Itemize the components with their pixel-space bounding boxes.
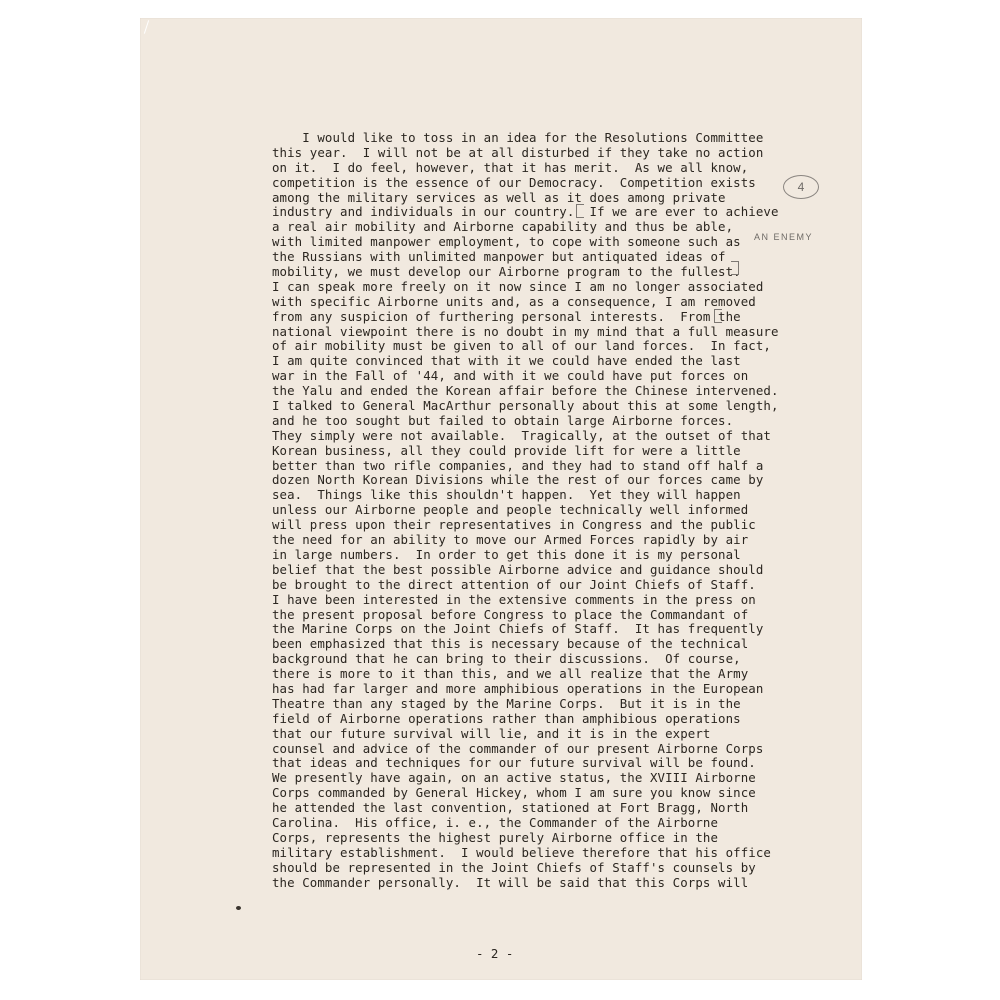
text-line: Corps commanded by General Hickey, whom I am sure you know since: [272, 785, 756, 801]
text-line: should be represented in the Joint Chiefs of Staff's counsels by: [272, 859, 756, 875]
text-line: there is more to it than this, and we all realize that the Army: [272, 666, 749, 682]
text-line: counsel and advice of the commander of our present Airborne Corps: [272, 740, 764, 756]
pencil-bracket-close: [731, 261, 739, 275]
text-line: in large numbers. In order to get this done it is my personal: [272, 546, 741, 562]
margin-note-annotation: AN ENEMY: [754, 232, 814, 242]
pencil-bracket-open: [714, 309, 722, 323]
text-line: the Russians with unlimited manpower but antiquated ideas of: [272, 249, 726, 265]
text-line: unless our Airborne people and people technically well informed: [272, 502, 749, 518]
text-line: from any suspicion of furthering personal interests. From the: [272, 308, 741, 324]
text-line: dozen North Korean Divisions while the rest of our forces came by: [272, 472, 764, 488]
text-line: that ideas and techniques for our future survival will be found.: [272, 755, 756, 771]
text-line: Korean business, all they could provide lift for were a little: [272, 442, 741, 458]
text-line: the Yalu and ended the Korean affair before the Chinese intervened.: [272, 383, 779, 399]
circled-number-annotation: [783, 175, 819, 199]
circled-number-text: 4: [797, 180, 805, 194]
text-line: that our future survival will lie, and it is in the expert: [272, 725, 711, 741]
text-line: been emphasized that this is necessary because of the technical: [272, 636, 749, 652]
text-line: has had far larger and more amphibious operations in the European: [272, 680, 764, 696]
ink-spot: [236, 906, 241, 910]
text-line: with specific Airborne units and, as a consequence, I am removed: [272, 293, 756, 309]
text-line: I am quite convinced that with it we could have ended the last: [272, 353, 741, 369]
text-line: I talked to General MacArthur personally about this at some length,: [272, 398, 779, 414]
text-line: the present proposal before Congress to place the Commandant of: [272, 606, 749, 622]
text-line: better than two rifle companies, and they had to stand off half a: [272, 457, 764, 473]
letter-body: [272, 131, 832, 890]
text-line: Corps, represents the highest purely Airborne office in the: [272, 829, 719, 845]
document-page: [140, 18, 862, 980]
text-line: war in the Fall of '44, and with it we could have put forces on: [272, 368, 749, 384]
text-line: competition is the essence of our Democracy. Competition exists: [272, 174, 756, 190]
text-line: will press upon their representatives in Congress and the public: [272, 517, 756, 533]
text-line: military establishment. I would believe therefore that his office: [272, 844, 771, 860]
text-line: background that he can bring to their discussions. Of course,: [272, 651, 741, 667]
text-line: I have been interested in the extensive comments in the press on: [272, 591, 756, 607]
text-line: I can speak more freely on it now since I am no longer associated: [272, 278, 764, 294]
text-line: industry and individuals in our country. If we are ever to achieve: [272, 204, 779, 220]
text-line: Theatre than any staged by the Marine Corps. But it is in the: [272, 695, 741, 711]
text-line: among the military services as well as it does among private: [272, 189, 726, 205]
text-line: field of Airborne operations rather than amphibious operations: [272, 710, 741, 726]
text-line: of air mobility must be given to all of our land forces. In fact,: [272, 338, 771, 354]
text-line: sea. Things like this shouldn't happen. Yet they will happen: [272, 487, 741, 503]
text-line: national viewpoint there is no doubt in my mind that a full measure: [272, 323, 779, 339]
text-line: he attended the last convention, stationed at Fort Bragg, North: [272, 800, 749, 816]
text-line: Carolina. His office, i. e., the Commander of the Airborne: [272, 814, 719, 830]
text-line: be brought to the direct attention of our Joint Chiefs of Staff.: [272, 576, 756, 592]
text-line: mobility, we must develop our Airborne program to the fullest.: [272, 264, 741, 280]
text-line: They simply were not available. Tragically, at the outset of that: [272, 427, 771, 443]
text-line: this year. I will not be at all disturbed if they take no action: [272, 144, 764, 160]
text-line: on it. I do feel, however, that it has merit. As we all know,: [272, 159, 749, 175]
text-line: belief that the best possible Airborne advice and guidance should: [272, 561, 764, 577]
text-line: the Commander personally. It will be said that this Corps will: [272, 874, 749, 890]
text-line: the need for an ability to move our Armed Forces rapidly by air: [272, 532, 749, 548]
text-line: I would like to toss in an idea for the Resolutions Committee: [272, 130, 764, 145]
text-line: and he too sought but failed to obtain large Airborne forces.: [272, 412, 734, 428]
text-line: the Marine Corps on the Joint Chiefs of Staff. It has frequently: [272, 621, 764, 637]
text-line: We presently have again, on an active status, the XVIII Airborne: [272, 770, 756, 786]
text-line: with limited manpower employment, to cope with someone such as: [272, 234, 741, 250]
text-line: a real air mobility and Airborne capability and thus be able,: [272, 219, 734, 235]
page-number: - 2 -: [476, 946, 514, 961]
pencil-bracket-open: [576, 204, 584, 218]
